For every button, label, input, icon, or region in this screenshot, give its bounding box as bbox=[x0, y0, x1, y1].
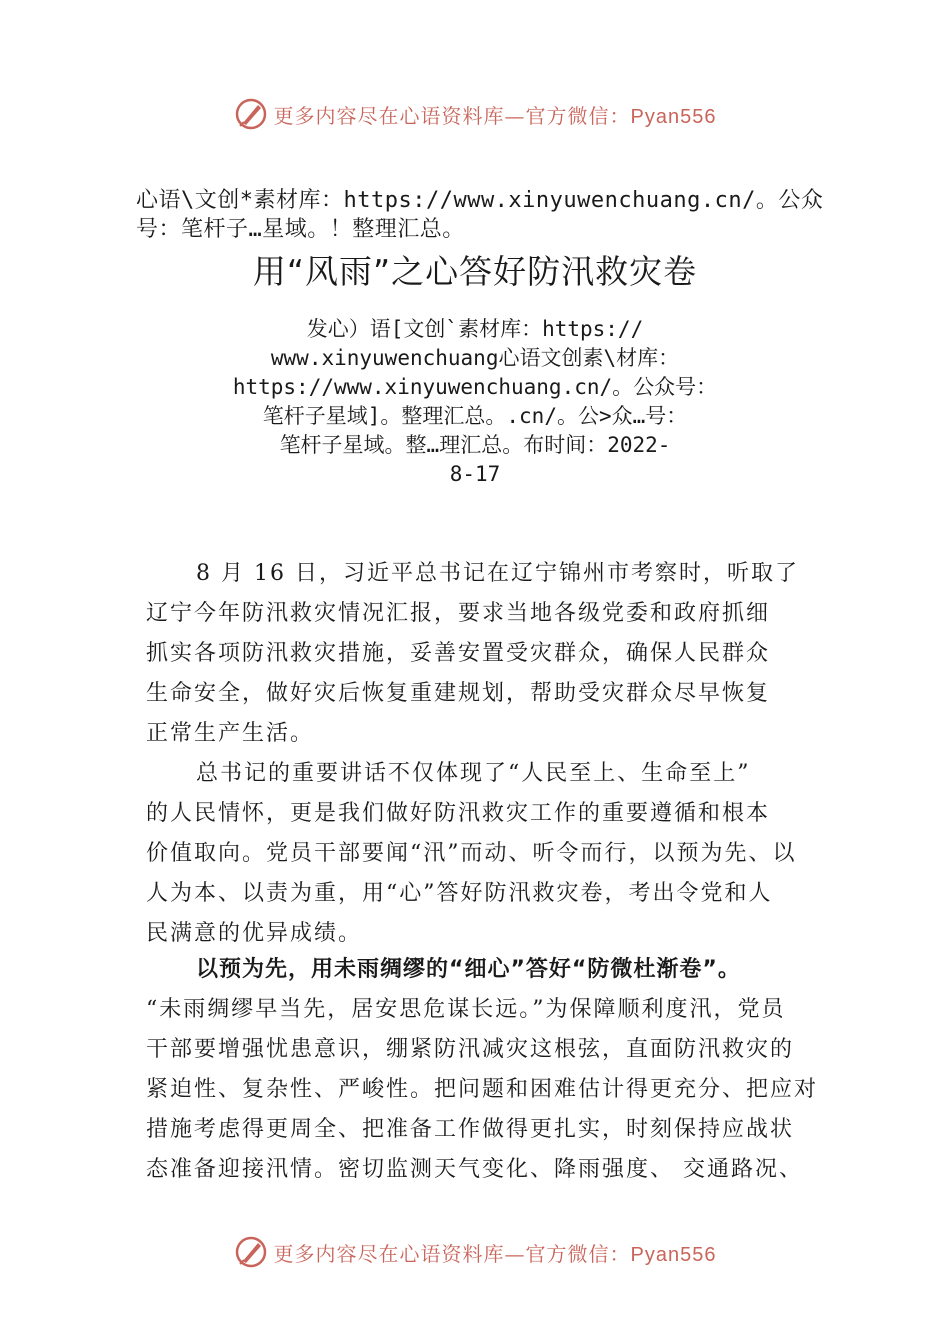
paragraph-line: 态准备迎接汛情。密切监测天气变化、降雨强度、 交通路况、 bbox=[146, 1157, 803, 1182]
paragraph-line: 抓实各项防汛救灾措施，妥善安置受灾群众，确保人民群众 bbox=[146, 641, 771, 666]
paragraph-line: 的人民情怀，更是我们做好防汛救灾工作的重要遵循和根本 bbox=[146, 801, 771, 826]
meta-line: 发心）语[文创`素材库：https:// bbox=[306, 317, 644, 341]
paragraph-line: 干部要增强忧患意识，绷紧防汛减灾这根弦，直面防汛救灾的 bbox=[146, 1037, 795, 1062]
header-line-1: 心语\文创*素材库：https://www.xinyuwenchuang.cn/。公众 bbox=[136, 188, 824, 213]
paragraph-line: 价值取向。党员干部要闻“汛”而动、听令而行，以预为先、以 bbox=[146, 841, 797, 866]
header-line-2: 号：笔杆子…星域。！整理汇总。 bbox=[136, 217, 465, 242]
paragraph-line: 民满意的优异成绩。 bbox=[146, 921, 363, 946]
quill-pen-logo-icon bbox=[234, 1235, 268, 1269]
banner-handle: Pyan556 bbox=[630, 105, 717, 128]
paragraph-line: 总书记的重要讲话不仅体现了“人民至上、生命至上” bbox=[196, 761, 751, 786]
paragraph-3 bbox=[146, 990, 826, 1190]
paragraph-line: “未雨绸缪早当先，居安思危谋长远。”为保障顺利度汛，党员 bbox=[146, 997, 786, 1022]
section-heading: 以预为先，用未雨绸缪的“细心”答好“防微杜渐卷”。 bbox=[196, 957, 741, 982]
paragraph-line: 辽宁今年防汛救灾情况汇报，要求当地各级党委和政府抓细 bbox=[146, 601, 771, 626]
top-banner bbox=[0, 92, 950, 136]
meta-block bbox=[225, 315, 725, 489]
paragraph-line: 措施考虑得更周全、把准备工作做得更扎实，时刻保持应战状 bbox=[146, 1117, 795, 1142]
meta-line: www.xinyuwenchuang心语文创素\材库： bbox=[270, 346, 680, 370]
paragraph-line: 正常生产生活。 bbox=[146, 721, 315, 746]
page-title: 用“风雨”之心答好防汛救灾卷 bbox=[252, 252, 698, 291]
meta-line: 笔杆子星域。整…理汇总。布时间：2022- bbox=[279, 433, 671, 457]
paragraph-line: 人为本、以责为重，用“心”答好防汛救灾卷，考出令党和人 bbox=[146, 881, 773, 906]
meta-line: https://www.xinyuwenchuang.cn/。公众号： bbox=[232, 375, 718, 399]
meta-line: 8-17 bbox=[449, 462, 501, 486]
paragraph-2 bbox=[146, 754, 826, 954]
paragraph-1 bbox=[146, 554, 826, 754]
quill-pen-logo-icon bbox=[234, 97, 268, 131]
bottom-banner bbox=[0, 1230, 950, 1274]
paragraph-line: 紧迫性、复杂性、严峻性。把问题和困难估计得更充分、把应对 bbox=[146, 1077, 819, 1102]
banner-handle: Pyan556 bbox=[630, 1243, 717, 1266]
section-heading-block bbox=[146, 950, 826, 990]
paragraph-line: 8 月 16 日，习近平总书记在辽宁锦州市考察时，听取了 bbox=[196, 561, 799, 586]
banner-text: 更多内容尽在心语资料库—官方微信：Pyan556 bbox=[273, 103, 717, 128]
paragraph-line: 生命安全，做好灾后恢复重建规划，帮助受灾群众尽早恢复 bbox=[146, 681, 771, 706]
meta-line: 笔杆子星域]。整理汇总。.cn/。公>众…号： bbox=[262, 404, 688, 428]
banner-text: 更多内容尽在心语资料库—官方微信：Pyan556 bbox=[273, 1241, 717, 1266]
